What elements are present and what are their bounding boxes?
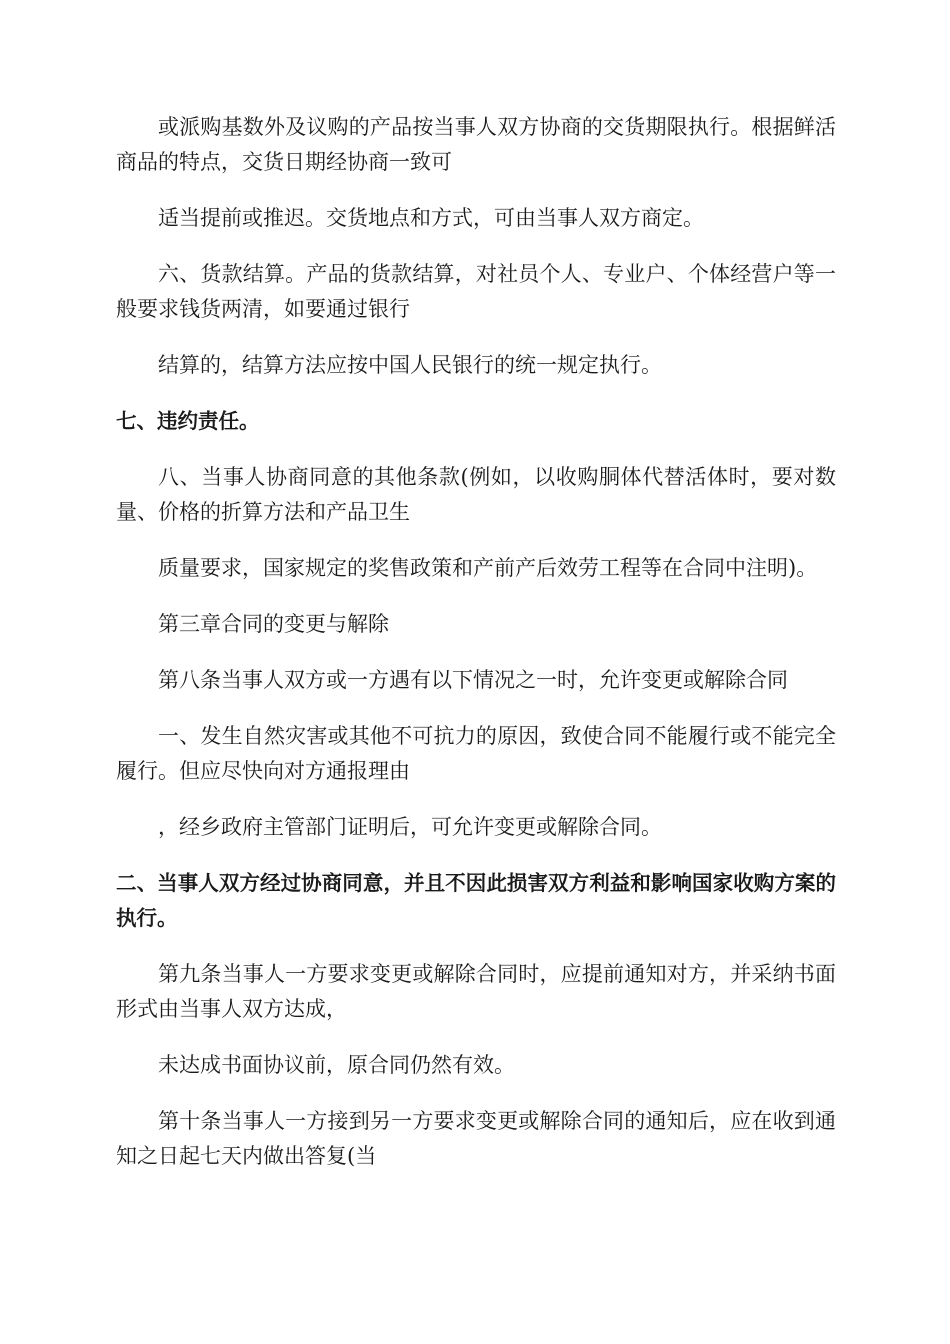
article-8: 第八条当事人双方或一方遇有以下情况之一时，允许变更或解除合同	[158, 668, 788, 692]
paragraph-force-majeure: 一、发生自然灾害或其他不可抗力的原因，致使合同不能履行或不能完全履行。但应尽快向对方通报理由	[116, 724, 836, 783]
article-9: 第九条当事人一方要求变更或解除合同时，应提前通知对方，并采纳书面形式由当事人双方达成，	[116, 962, 836, 1021]
heading-mutual-agreement: 二、当事人双方经过协商同意，并且不因此损害双方利益和影响国家收购方案的执行。	[116, 871, 836, 930]
paragraph-quality-requirements: 质量要求，国家规定的奖售政策和产前产后效劳工程等在合同中注明)。	[158, 556, 818, 580]
paragraph-payment-settlement: 六、货款结算。产品的货款结算，对社员个人、专业户、个体经营户等一般要求钱货两清，如要通过银行	[116, 262, 836, 321]
heading-breach-liability: 七、违约责任。	[116, 409, 260, 433]
paragraph-original-contract-valid: 未达成书面协议前，原合同仍然有效。	[158, 1053, 515, 1077]
paragraph-delivery-period: 或派购基数外及议购的产品按当事人双方协商的交货期限执行。根据鲜活商品的特点，交货日期经协商一致可	[116, 115, 836, 174]
paragraph-bank-settlement: 结算的，结算方法应按中国人民银行的统一规定执行。	[158, 353, 662, 377]
paragraph-delivery-place: 适当提前或推迟。交货地点和方式，可由当事人双方商定。	[158, 206, 704, 230]
paragraph-other-terms: 八、当事人协商同意的其他条款(例如，以收购胴体代替活体时，要对数量、价格的折算方法和产品卫生	[116, 465, 836, 524]
article-10: 第十条当事人一方接到另一方要求变更或解除合同的通知后，应在收到通知之日起七天内做出答复(当	[116, 1109, 836, 1168]
document-page	[116, 110, 836, 1195]
paragraph-government-certification: ，经乡政府主管部门证明后，可允许变更或解除合同。	[158, 815, 662, 839]
chapter-title-change-termination: 第三章合同的变更与解除	[158, 612, 389, 636]
